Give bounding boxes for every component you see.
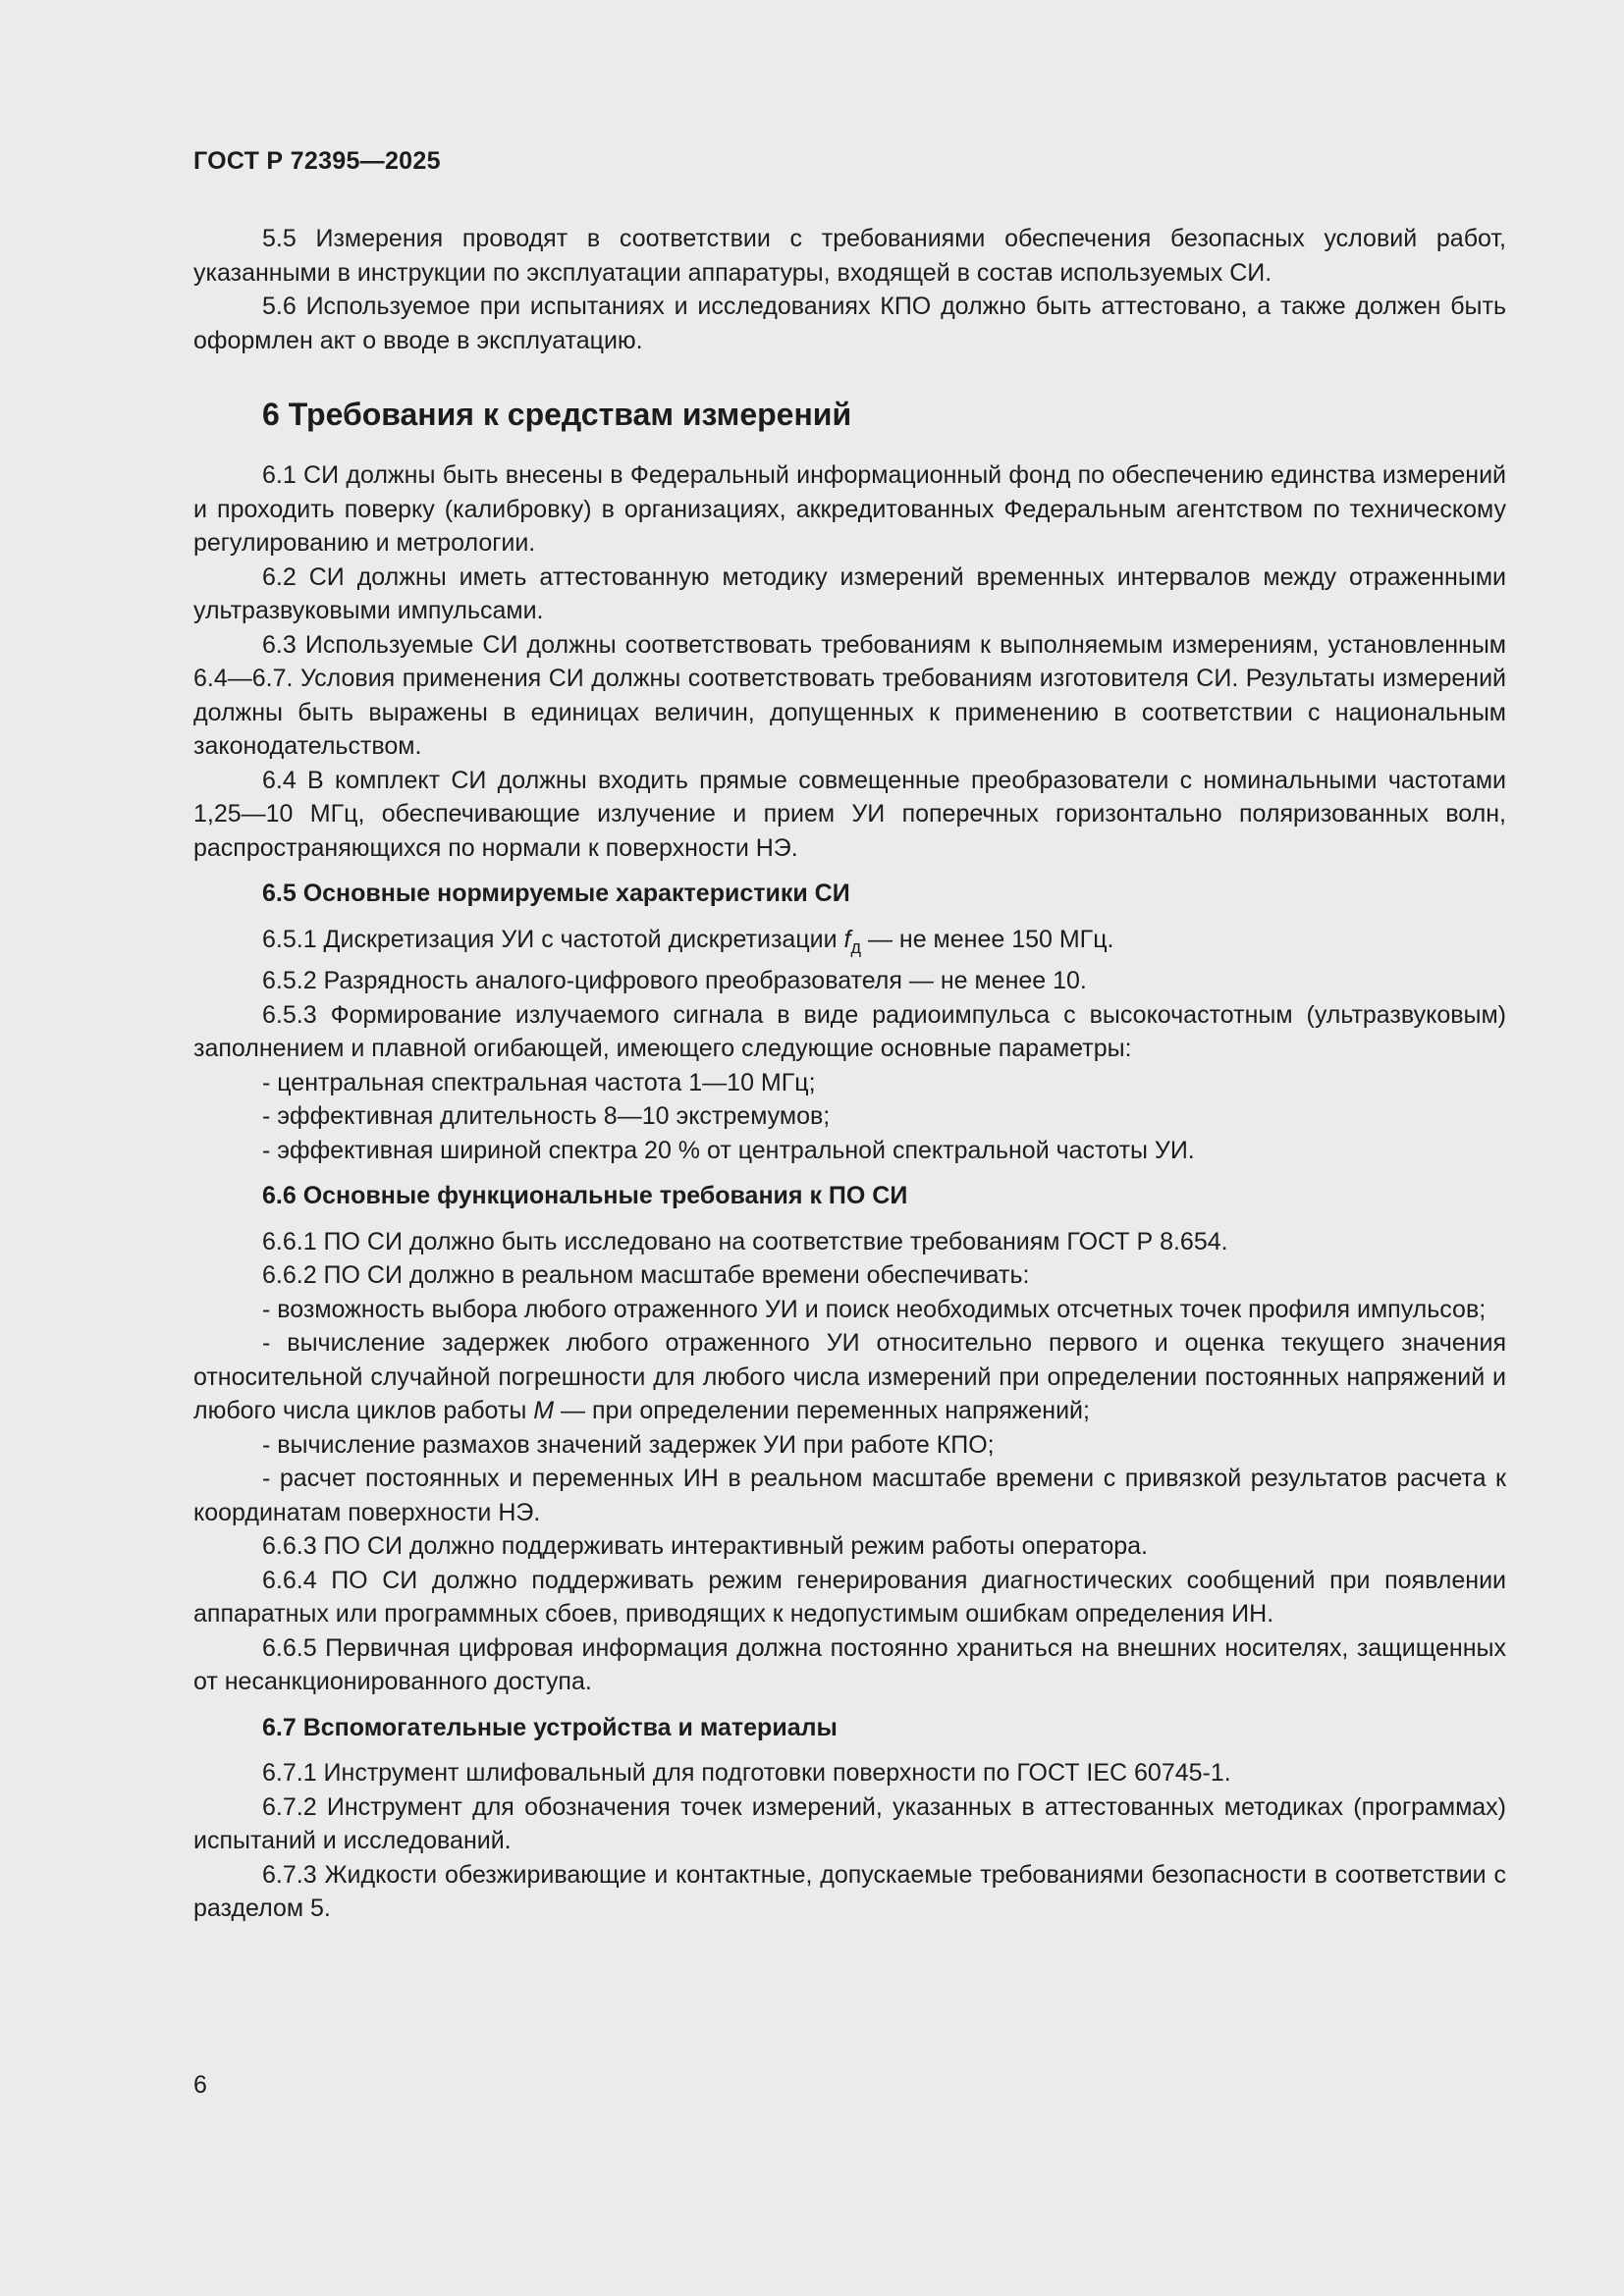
paragraph-6-3: 6.3 Используемые СИ должны соответствовать требованиям к выполняемым измерениям, установленным 6.4—6.7. Условия применения СИ должны соответствовать требованиям изготовителя СИ. Результаты измерений должны быть выражены в единицах величин, допущенных к применению в соответствии с национальным законодательством. bbox=[193, 630, 1506, 760]
list-item-tail: — при определении переменных напряжений; bbox=[554, 1397, 1090, 1424]
list-item: - вычисление размахов значений задержек УИ при работе КПО; bbox=[262, 1430, 995, 1459]
paragraph-6-6-3: 6.6.3 ПО СИ должно поддерживать интерактивный режим работы оператора. bbox=[262, 1532, 1149, 1560]
list-item: - эффективная шириной спектра 20 % от центральной спектральной частоты УИ. bbox=[262, 1136, 1195, 1164]
paragraph-5-5: 5.5 Измерения проводят в соответствии с требованиями обеспечения безопасных условий работ, указанными в инструкции по эксплуатации аппаратуры, входящей в состав используемых СИ. bbox=[193, 225, 1506, 287]
paragraph-5-6: 5.6 Используемое при испытаниях и исследованиях КПО должно быть аттестовано, а также должен быть оформлен акт о вводе в эксплуатацию. bbox=[193, 293, 1506, 354]
sampling-frequency-subscript: д bbox=[850, 936, 861, 957]
paragraph-6-7-3: 6.7.3 Жидкости обезжиривающие и контактные, допускаемые требованиями безопасности в соответствии с разделом 5. bbox=[193, 1860, 1506, 1922]
list-item-text: - вычисление задержек любого отраженного УИ относительно первого и оценка текущего значения относительной случайной погрешности для любого числа измерений при определении постоянных напряжений и любого числа циклов работы bbox=[193, 1329, 1506, 1424]
sampling-frequency-symbol: f bbox=[843, 925, 851, 953]
list-item: - эффективная длительность 8—10 экстремумов; bbox=[262, 1102, 831, 1130]
list-item bbox=[193, 1326, 1506, 1428]
subsection-6-5-heading: 6.5 Основные нормируемые характеристики СИ bbox=[262, 880, 850, 907]
document-code-header: ГОСТ Р 72395—2025 bbox=[193, 147, 441, 175]
subsection-6-6-heading: 6.6 Основные функциональные требования к ПО СИ bbox=[262, 1182, 908, 1209]
paragraph-6-5-1-tail: — не менее 150 МГц. bbox=[861, 925, 1114, 953]
paragraph-6-1: 6.1 СИ должны быть внесены в Федеральный информационный фонд по обеспечению единства измерений и проходить поверку (калибровку) в организациях, аккредитованных Федеральным агентством по техническому регулированию и метрологии. bbox=[193, 461, 1506, 557]
section-6-heading: 6 Требования к средствам измерений bbox=[262, 397, 852, 432]
subsection-6-7-heading: 6.7 Вспомогательные устройства и материалы bbox=[262, 1713, 838, 1741]
paragraph-6-7-2: 6.7.2 Инструмент для обозначения точек измерений, указанных в аттестованных методиках (программах) испытаний и исследований. bbox=[193, 1792, 1506, 1854]
list-item: - возможность выбора любого отраженного УИ и поиск необходимых отсчетных точек профиля импульсов; bbox=[262, 1295, 1487, 1323]
paragraph-6-6-5: 6.6.5 Первичная цифровая информация должна постоянно храниться на внешних носителях, защищенных от несанкционированного доступа. bbox=[193, 1633, 1506, 1695]
page-number: 6 bbox=[193, 2071, 207, 2099]
paragraph-6-5-2: 6.5.2 Разрядность аналого-цифрового преобразователя — не менее 10. bbox=[262, 967, 1087, 994]
page-content bbox=[193, 222, 1506, 1926]
paragraph-6-4: 6.4 В комплект СИ должны входить прямые совмещенные преобразователи с номинальными частотами 1,25—10 МГц, обеспечивающие излучение и прием УИ поперечных горизонтально поляризованных волн, распространяющихся по нормали к поверхности НЭ. bbox=[193, 766, 1506, 862]
paragraph-6-2: 6.2 СИ должны иметь аттестованную методику измерений временных интервалов между отраженными ультразвуковыми импульсами. bbox=[193, 562, 1506, 624]
paragraph-6-7-1: 6.7.1 Инструмент шлифовальный для подготовки поверхности по ГОСТ IEC 60745-1. bbox=[262, 1759, 1231, 1787]
paragraph-6-6-2: 6.6.2 ПО СИ должно в реальном масштабе времени обеспечивать: bbox=[262, 1261, 1030, 1289]
list-item: - расчет постоянных и переменных ИН в реальном масштабе времени с привязкой результатов расчета к координатам поверхности НЭ. bbox=[193, 1465, 1506, 1526]
cycle-count-symbol: M bbox=[533, 1397, 555, 1424]
paragraph-6-6-4: 6.6.4 ПО СИ должно поддерживать режим генерирования диагностических сообщений при появлении аппаратных или программных сбоев, приводящих к недопустимым ошибкам определения ИН. bbox=[193, 1566, 1506, 1628]
paragraph-6-5-1-text: 6.5.1 Дискретизация УИ с частотой дискретизации bbox=[262, 925, 844, 953]
paragraph-6-6-1: 6.6.1 ПО СИ должно быть исследовано на соответствие требованиям ГОСТ Р 8.654. bbox=[262, 1227, 1228, 1255]
paragraph-6-5-3: 6.5.3 Формирование излучаемого сигнала в виде радиоимпульса с высокочастотным (ультразвуковым) заполнением и плавной огибающей, имеющего следующие основные параметры: bbox=[193, 1000, 1506, 1062]
list-item: - центральная спектральная частота 1—10 МГц; bbox=[262, 1068, 816, 1096]
paragraph-6-5-1 bbox=[193, 923, 1506, 965]
